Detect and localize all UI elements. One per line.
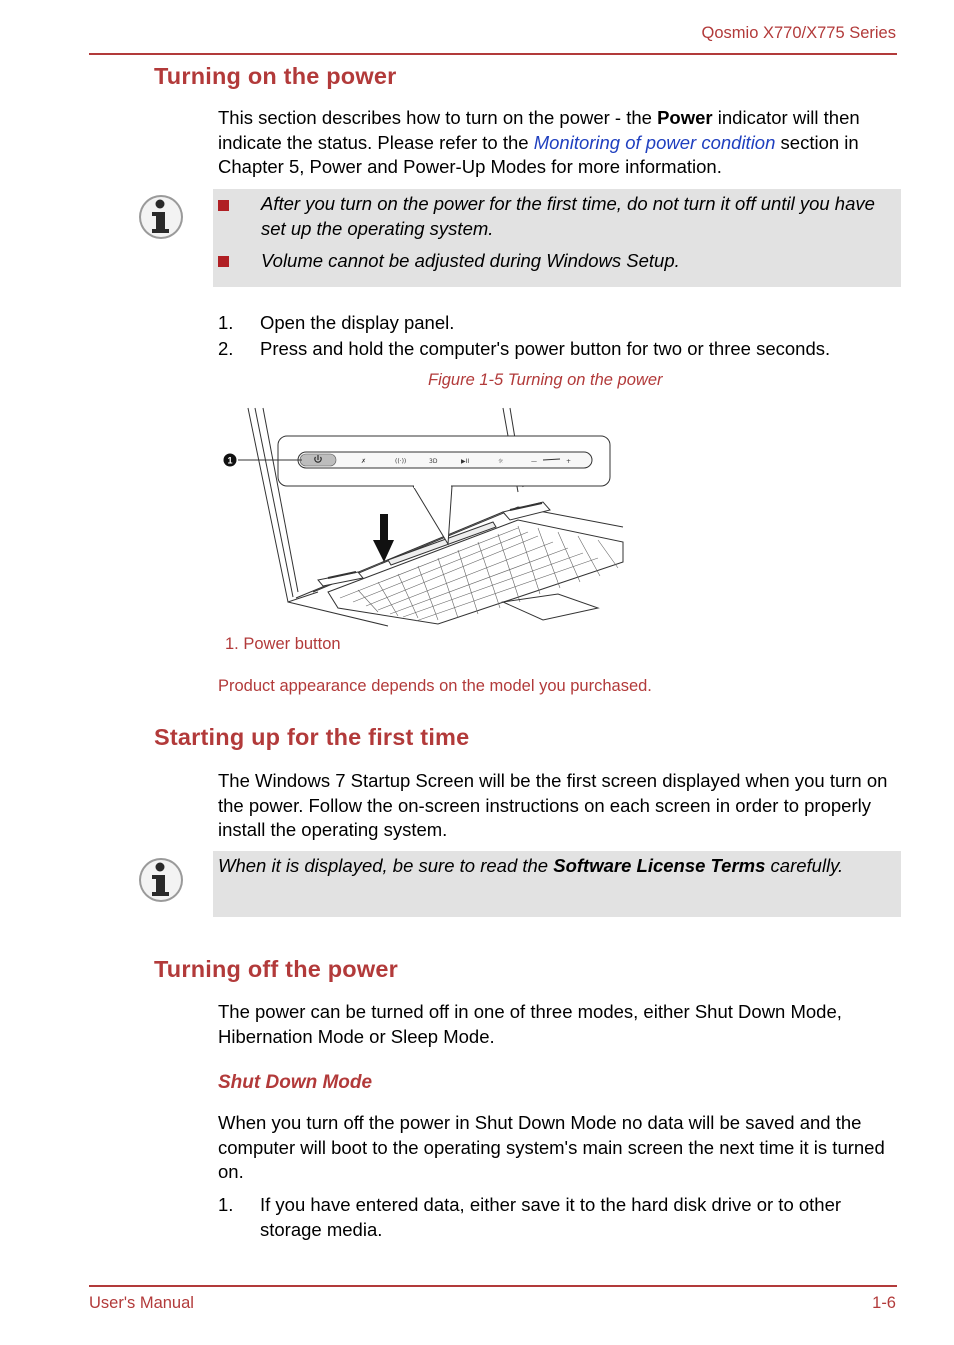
appearance-note: Product appearance depends on the model you purchased. [218,677,652,695]
footer-page-number: 1-6 [872,1294,896,1312]
footer-rule [89,1285,897,1287]
section-title-turning-on: Turning on the power [154,63,397,89]
section-title-turning-off: Turning off the power [154,956,398,982]
bullet-square [218,200,229,211]
figure-legend: 1. Power button [225,635,341,653]
step-number: 2. [218,338,234,359]
note-item: After you turn on the power for the first time, do not turn it off until you have set up the operating system. [261,193,875,239]
running-header: Qosmio X770/X775 Series [701,24,896,42]
turning-off-paragraph: The power can be turned off in one of three modes, either Shut Down Mode, Hibernation Mode or Sleep Mode. [218,1001,842,1047]
note-box-first-power [213,189,901,287]
svg-text:—: — [531,458,537,465]
svg-text:▶II: ▶II [461,458,470,465]
shut-down-paragraph: When you turn off the power in Shut Down Mode no data will be saved and the computer will boot to the operating system's main screen the next time it is turned on. [218,1112,885,1182]
svg-text:3D: 3D [429,458,438,465]
power-bold: Power [657,107,713,128]
info-icon [137,856,185,904]
license-terms-bold: Software License Terms [553,855,766,876]
figure-caption: Figure 1-5 Turning on the power [428,371,663,389]
startup-paragraph: The Windows 7 Startup Screen will be the first screen displayed when you turn on the power. Follow the on-screen instructions on each screen in order to properly install the operating system. [218,770,888,840]
footer-manual-title: User's Manual [89,1294,194,1312]
svg-text:+: + [566,458,572,465]
step-number: 1. [218,1194,234,1215]
info-icon [137,193,185,241]
monitoring-power-link[interactable]: Monitoring of power condition [533,131,776,153]
svg-text:((·)): ((·)) [395,458,407,465]
step-text: Open the display panel. [260,312,455,333]
note-box-license [213,851,901,917]
header-rule [89,53,897,55]
svg-text:✗: ✗ [361,458,367,465]
step-number: 1. [218,312,234,333]
intro-paragraph: This section describes how to turn on the power - the Power indicator will then indicate the status. Please refer to the Monitoring of power condition section in Chapter 5, Power and Power-Up Modes for more information. [218,107,860,177]
note-item: Volume cannot be adjusted during Windows Setup. [261,250,680,271]
step-text: If you have entered data, either save it to the hard disk drive or to other storage media. [260,1194,842,1240]
callout-number: 1 [227,455,233,466]
svg-text:☼: ☼ [498,458,504,465]
bullet-square [218,256,229,267]
license-note-text: When it is displayed, be sure to read the Software License Terms carefully. [218,855,844,876]
step-text: Press and hold the computer's power button for two or three seconds. [260,338,831,359]
laptop-illustration [218,402,628,628]
subsection-title-shut-down: Shut Down Mode [218,1072,373,1093]
section-title-starting-up: Starting up for the first time [154,724,470,750]
